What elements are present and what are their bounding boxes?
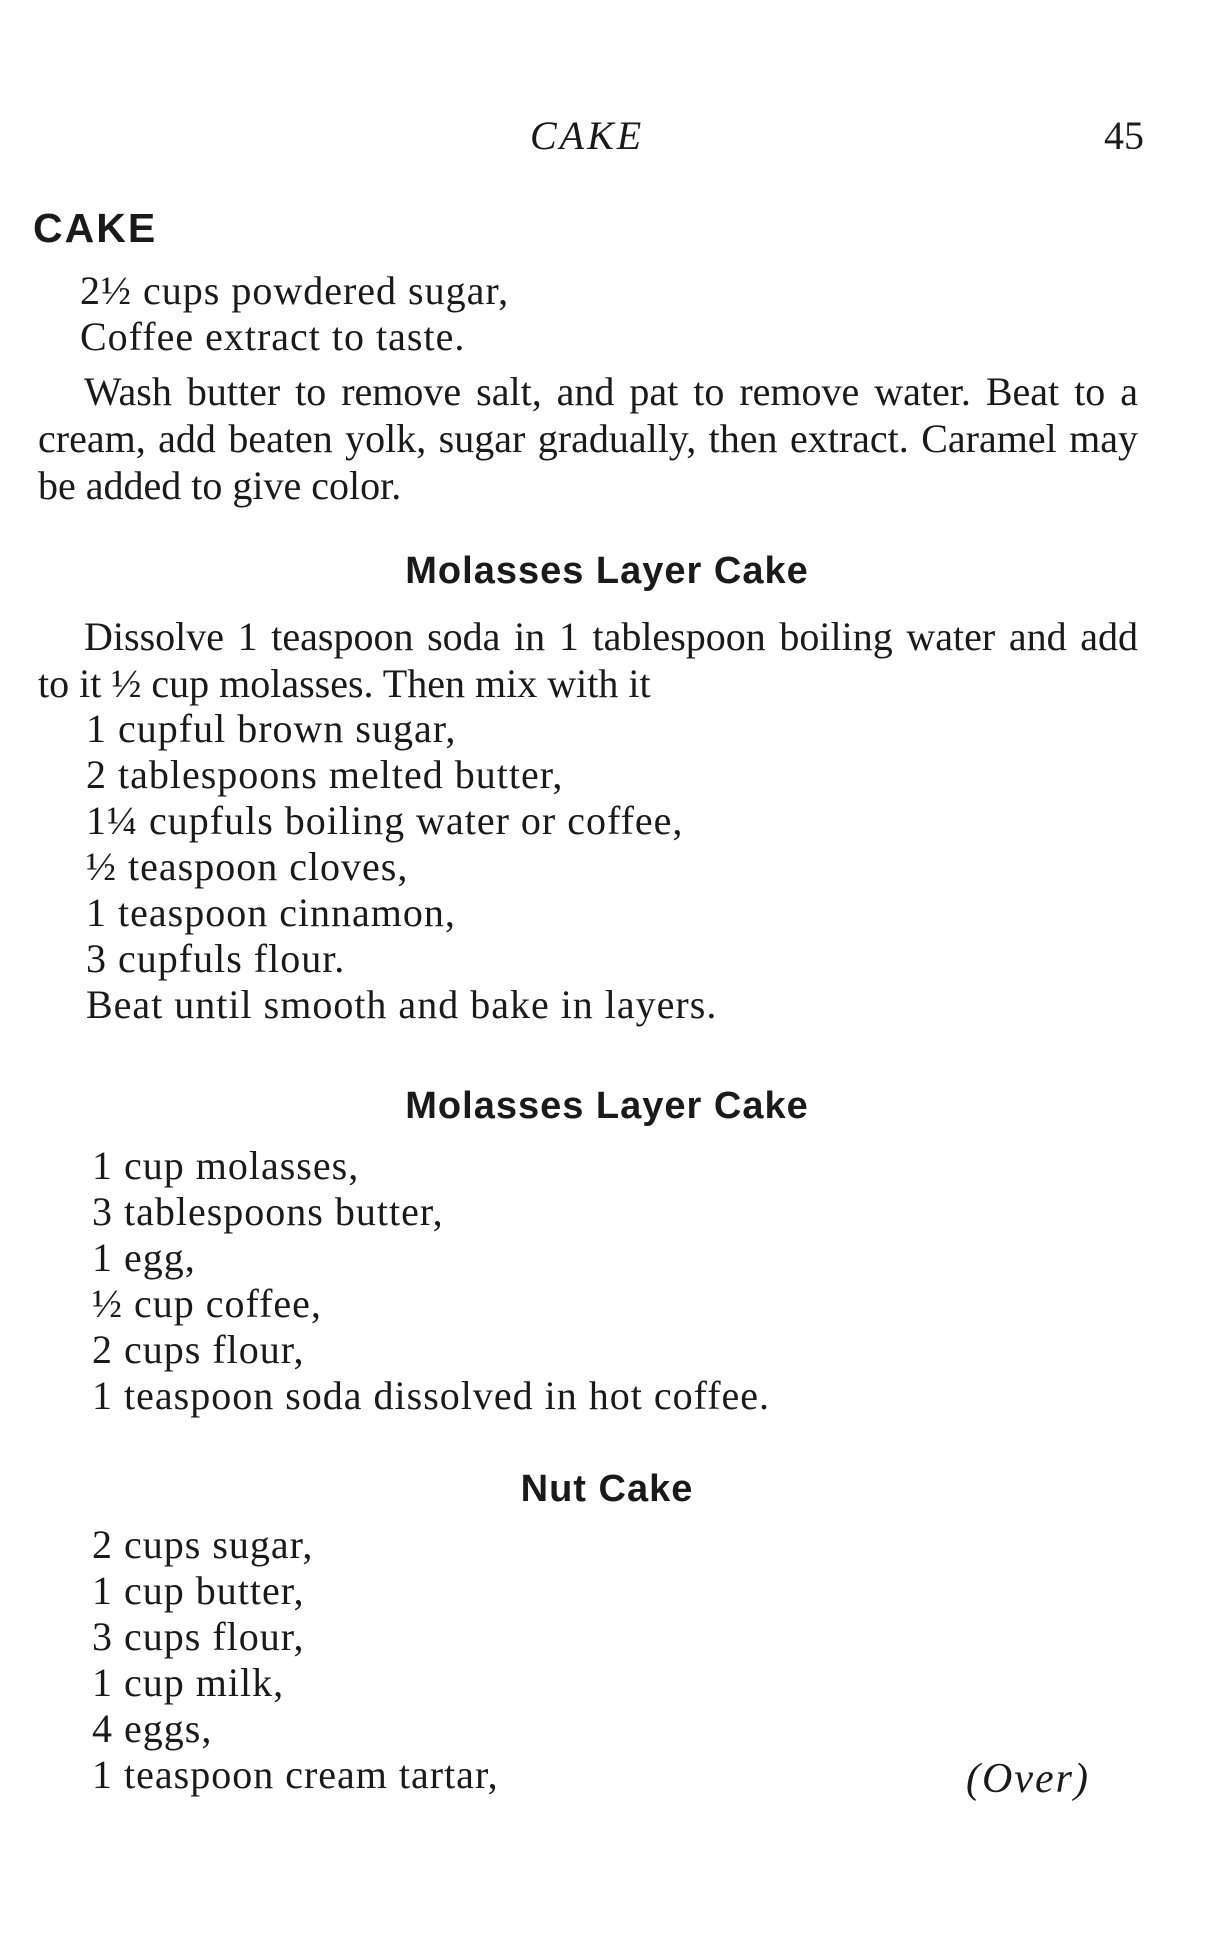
ingredient-line: 1 cup molasses,	[92, 1143, 360, 1188]
running-title: CAKE	[530, 113, 645, 158]
ingredient-line: 3 tablespoons butter,	[92, 1189, 444, 1234]
ingredient-line: 1 teaspoon cinnamon,	[86, 890, 456, 935]
ingredient-line: 2 tablespoons melted butter,	[86, 752, 564, 797]
recipe-intro-text: Dissolve 1 teaspoon soda in 1 tablespoon boiling water and add to it ½ cup molasses. Then mix with it	[38, 614, 1138, 706]
ingredient-line: 2 cups sugar,	[92, 1522, 314, 1567]
ingredient-line: Coffee extract to taste.	[80, 314, 466, 359]
ingredient-line: 1 teaspoon cream tartar,	[92, 1752, 499, 1797]
recipe-title: Nut Cake	[520, 1468, 694, 1510]
ingredient-line: 1 egg,	[92, 1235, 196, 1280]
recipe-ingredients	[86, 706, 717, 1028]
recipe-ingredients	[92, 1522, 499, 1798]
continued-over-note: (Over)	[966, 1756, 1090, 1802]
ingredient-line: 1¼ cupfuls boiling water or coffee,	[86, 798, 684, 843]
ingredient-line: 1 cupful brown sugar,	[86, 706, 457, 751]
ingredient-line: 1 cup milk,	[92, 1660, 285, 1705]
recipe-ingredients	[92, 1143, 770, 1419]
ingredient-line: 2½ cups powdered sugar,	[80, 268, 510, 313]
ingredient-line: 4 eggs,	[92, 1706, 213, 1751]
page-number: 45	[1104, 113, 1144, 158]
recipe-intro	[38, 613, 1138, 707]
ingredient-line: 3 cupfuls flour.	[86, 936, 346, 981]
running-head	[0, 112, 1214, 162]
recipe-title: Molasses Layer Cake	[405, 550, 809, 592]
ingredient-line: 2 cups flour,	[92, 1327, 305, 1372]
frosting-directions-text: Wash butter to remove salt, and pat to remove water. Beat to a cream, add beaten yolk, sugar gradually, then extract. Caramel may be added to give color.	[38, 369, 1138, 508]
ingredient-line: ½ teaspoon cloves,	[86, 844, 409, 889]
ingredient-line: ½ cup coffee,	[92, 1281, 322, 1326]
ingredient-line: 3 cups flour,	[92, 1614, 305, 1659]
ingredient-line: 1 cup butter,	[92, 1568, 305, 1613]
recipe-directions: Beat until smooth and bake in layers.	[86, 982, 718, 1027]
section-heading: CAKE	[33, 205, 158, 251]
ingredient-line: 1 teaspoon soda dissolved in hot coffee.	[92, 1373, 771, 1418]
frosting-ingredients	[80, 268, 509, 360]
frosting-directions	[38, 368, 1138, 509]
recipe-title: Molasses Layer Cake	[405, 1085, 809, 1127]
